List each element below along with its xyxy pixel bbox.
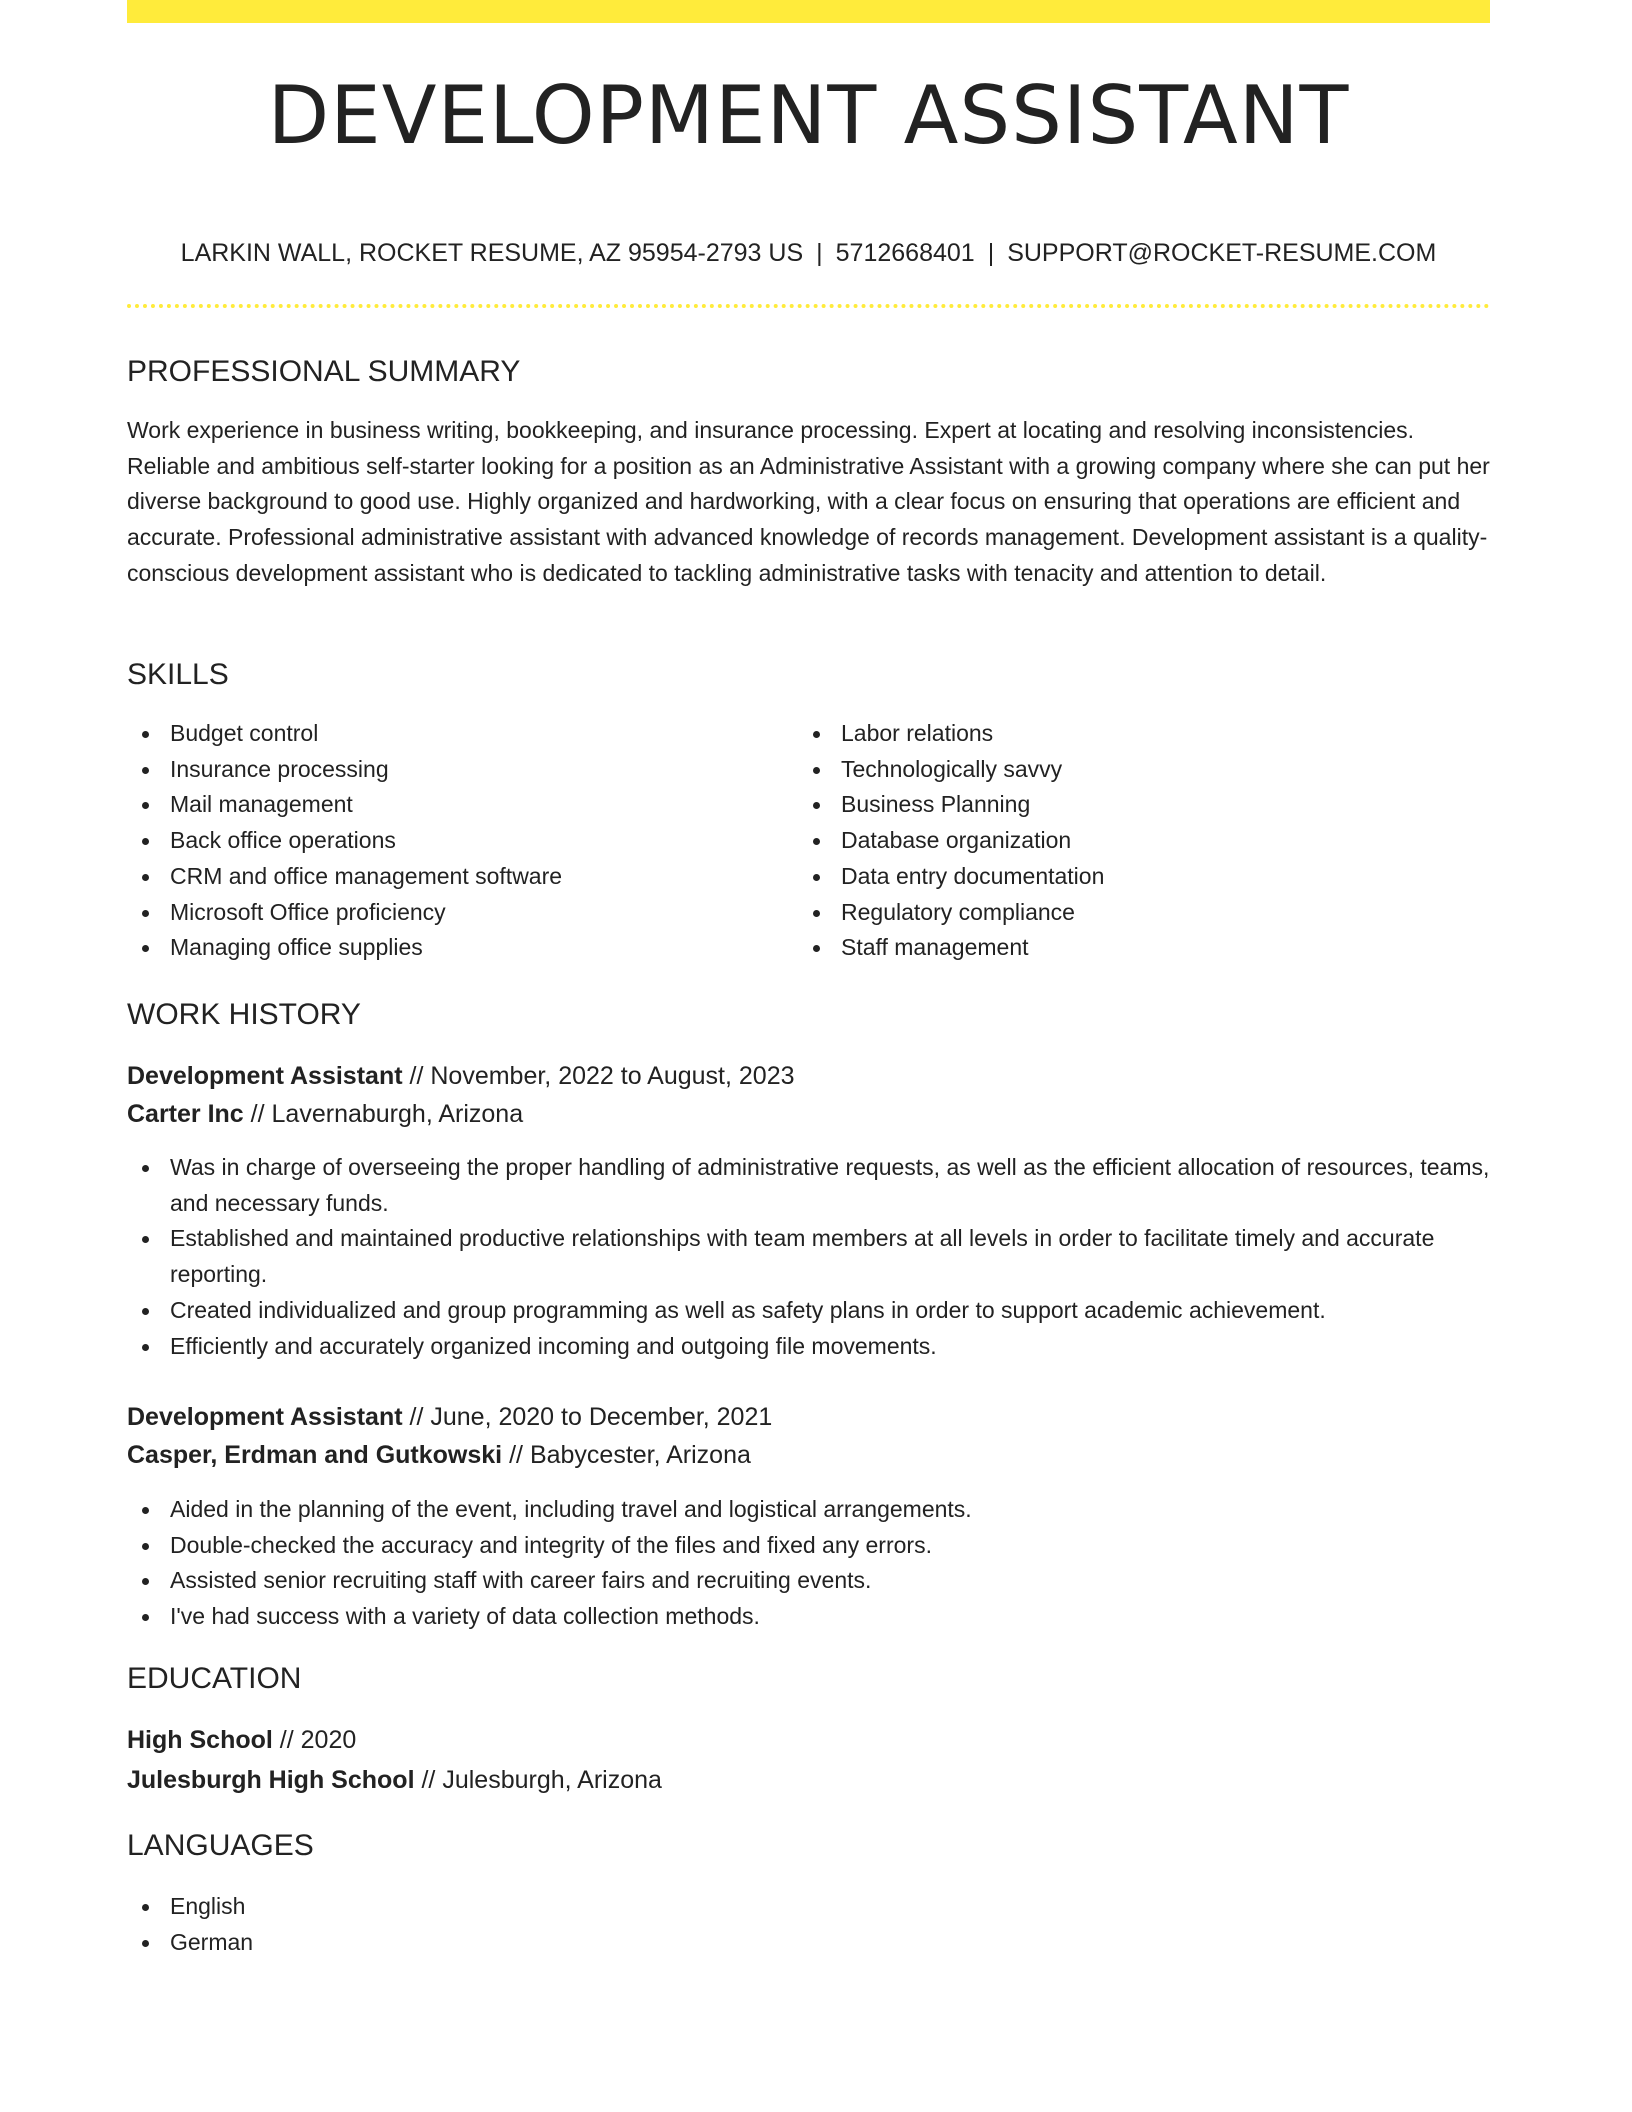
contact-address: LARKIN WALL, ROCKET RESUME, AZ 95954-2793 US [180,239,804,267]
job-bullet: Was in charge of overseeing the proper handling of administrative requests, as well as the efficient allocation of resources, teams, and necessary funds. [127,1150,1490,1221]
skill-item: Database organization [798,823,1458,859]
contact-line [127,238,1490,268]
job-company-line [127,1098,523,1130]
work-history-heading: WORK HISTORY [127,998,361,1031]
skills-list-right [798,716,1458,966]
contact-separator: | [987,239,995,267]
job-dates: June, 2020 to December, 2021 [430,1403,773,1431]
contact-phone: 5712668401 [835,239,975,267]
separator: // [279,1726,294,1754]
languages-list [127,1889,1490,1960]
skill-item: Labor relations [798,716,1458,752]
job-title-line [127,1401,772,1433]
job-title-line [127,1060,795,1092]
job-bullet: Assisted senior recruiting staff with career fairs and recruiting events. [127,1563,1490,1599]
job-bullet-list [127,1150,1490,1364]
job-bullet: Double-checked the accuracy and integrity of the files and fixed any errors. [127,1528,1490,1564]
separator: // [409,1403,424,1431]
skill-item: Budget control [127,716,787,752]
separator: // [409,1062,424,1090]
header-divider [127,304,1490,308]
separator: // [509,1441,523,1469]
skill-item: Data entry documentation [798,859,1458,895]
education-degree: High School [127,1726,273,1754]
top-accent-bar [127,0,1490,23]
education-location: Julesburgh, Arizona [442,1766,662,1794]
separator: // [250,1100,265,1128]
job-dates: November, 2022 to August, 2023 [430,1062,795,1090]
job-company: Carter Inc [127,1100,244,1128]
job-bullet: Efficiently and accurately organized incoming and outgoing file movements. [127,1329,1490,1365]
contact-separator: | [816,239,823,267]
education-school-line [127,1764,662,1796]
job-bullet: Established and maintained productive relationships with team members at all levels in order to facilitate timely and accurate reporting. [127,1221,1490,1292]
skill-item: Staff management [798,930,1458,966]
contact-email: SUPPORT@ROCKET-RESUME.COM [1007,239,1437,267]
skill-item: Insurance processing [127,752,787,788]
separator: // [421,1766,436,1794]
skill-item: CRM and office management software [127,859,787,895]
language-item: English [127,1889,1490,1925]
education-degree-line [127,1724,356,1756]
skill-item: Microsoft Office proficiency [127,895,787,931]
job-bullet: Created individualized and group programming as well as safety plans in order to support academic achievement. [127,1293,1490,1329]
skill-item: Business Planning [798,787,1458,823]
education-heading: EDUCATION [127,1662,302,1695]
skills-list-left [127,716,787,966]
job-bullet: I've had success with a variety of data collection methods. [127,1599,1490,1635]
job-bullet-list [127,1492,1490,1635]
summary-heading: PROFESSIONAL SUMMARY [127,355,521,388]
job-company: Casper, Erdman and Gutkowski [127,1441,503,1469]
job-bullet: Aided in the planning of the event, including travel and logistical arrangements. [127,1492,1490,1528]
job-title: Development Assistant [127,1062,403,1090]
education-school: Julesburgh High School [127,1766,415,1794]
skill-item: Back office operations [127,823,787,859]
job-location: Lavernaburgh, Arizona [271,1100,524,1128]
summary-text: Work experience in business writing, bookkeeping, and insurance processing. Expert at locating and resolving inconsistencies. Reliable and ambitious self-starter looking for a position as an Administrative Assistant with a growing company where she can put her diverse background to good use. Highly organized and hardworking, with a clear focus on ensuring that operations are efficient and accurate. Professional administrative assistant with advanced knowledge of records management. Development assistant is a quality-conscious development assistant who is dedicated to tackling administrative tasks with tenacity and attention to detail. [127,417,1490,586]
skill-item: Mail management [127,787,787,823]
job-company-line [127,1439,751,1471]
skills-heading: SKILLS [127,658,229,691]
language-item: German [127,1925,1490,1961]
job-title: Development Assistant [127,1403,403,1431]
education-year: 2020 [300,1726,357,1754]
skill-item: Managing office supplies [127,930,787,966]
job-location: Babycester, Arizona [529,1441,751,1469]
skill-item: Technologically savvy [798,752,1458,788]
resume-title: DEVELOPMENT ASSISTANT [267,69,1350,162]
skill-item: Regulatory compliance [798,895,1458,931]
languages-heading: LANGUAGES [127,1829,314,1862]
